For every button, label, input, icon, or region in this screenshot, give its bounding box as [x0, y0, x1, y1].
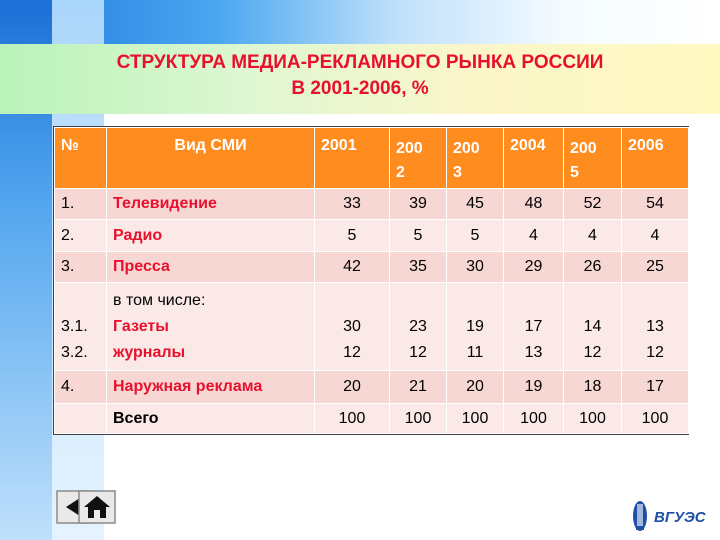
cell-value: 25: [622, 252, 689, 283]
table-row-press: [55, 252, 689, 283]
including-label: в том числе:: [113, 292, 206, 309]
cell-value: 19: [504, 371, 564, 404]
cell-value: 39: [390, 189, 447, 220]
cell-value: 20: [315, 371, 390, 404]
cell-value: 100: [390, 404, 447, 434]
header-2002: 200 2: [390, 128, 447, 189]
cell-value: 35: [390, 252, 447, 283]
table-header-row: [55, 128, 689, 189]
cell-value: 26: [564, 252, 622, 283]
logo-emblem-icon: [628, 496, 714, 534]
newspapers-label: Газеты: [113, 318, 169, 335]
title-line-2: В 2001-2006, %: [291, 78, 429, 99]
cell-value: 100: [504, 404, 564, 434]
header-2004: 2004: [504, 128, 564, 189]
cell-value: 4: [564, 220, 622, 252]
cell-media-name: Всего: [107, 404, 315, 434]
table-row-outdoor: [55, 371, 689, 404]
header-2006: 2006: [622, 128, 689, 189]
cell-value: 54: [622, 189, 689, 220]
cell-value: 33: [315, 189, 390, 220]
cell-value: 4: [504, 220, 564, 252]
cell-value: 42: [315, 252, 390, 283]
header-media-type: Вид СМИ: [107, 128, 315, 189]
cell-value: 19 11: [447, 283, 504, 371]
header-2001: 2001: [315, 128, 390, 189]
table-row-tv: [55, 189, 689, 220]
cell-value: 48: [504, 189, 564, 220]
home-button[interactable]: [78, 490, 116, 524]
cell-value: 5: [447, 220, 504, 252]
header-num: №: [55, 128, 107, 189]
media-market-table: [54, 127, 689, 434]
cell-value: 17: [622, 371, 689, 404]
page-title: [0, 50, 720, 102]
cell-value: 5: [315, 220, 390, 252]
cell-num: 3.1. 3.2.: [55, 283, 107, 371]
magazines-label: журналы: [113, 344, 186, 361]
table-row-press-breakdown: [55, 283, 689, 371]
cell-value: 100: [564, 404, 622, 434]
header-2003: 200 3: [447, 128, 504, 189]
top-gradient-band: [0, 0, 720, 44]
header-2005: 200 5: [564, 128, 622, 189]
cell-value: 100: [447, 404, 504, 434]
cell-value: 17 13: [504, 283, 564, 371]
cell-num: 2.: [55, 220, 107, 252]
cell-media-name: Радио: [107, 220, 315, 252]
cell-value: 30: [447, 252, 504, 283]
cell-value: 29: [504, 252, 564, 283]
cell-media-name: Телевидение: [107, 189, 315, 220]
svg-text:ВГУЭС: ВГУЭС: [654, 509, 706, 526]
media-market-table-wrapper: [53, 126, 689, 435]
cell-media-name: Пресса: [107, 252, 315, 283]
cell-value: 13 12: [622, 283, 689, 371]
cell-value: 20: [447, 371, 504, 404]
cell-value: 18: [564, 371, 622, 404]
table-row-radio: [55, 220, 689, 252]
cell-value: 52: [564, 189, 622, 220]
home-icon: [78, 490, 116, 524]
cell-value: 23 12: [390, 283, 447, 371]
cell-media-name: [107, 283, 315, 371]
table-row-total: [55, 404, 689, 434]
cell-value: 21: [390, 371, 447, 404]
cell-value: 14 12: [564, 283, 622, 371]
cell-value: 5: [390, 220, 447, 252]
cell-value: 100: [622, 404, 689, 434]
cell-num: 3.: [55, 252, 107, 283]
cell-value: 100: [315, 404, 390, 434]
cell-value: 4: [622, 220, 689, 252]
cell-num: 1.: [55, 189, 107, 220]
cell-media-name: Наружная реклама: [107, 371, 315, 404]
cell-value: 45: [447, 189, 504, 220]
university-logo: [628, 496, 714, 534]
cell-num: [55, 404, 107, 434]
title-line-1: СТРУКТУРА МЕДИА-РЕКЛАМНОГО РЫНКА РОССИИ: [116, 52, 604, 73]
cell-num: 4.: [55, 371, 107, 404]
cell-value: 30 12: [315, 283, 390, 371]
